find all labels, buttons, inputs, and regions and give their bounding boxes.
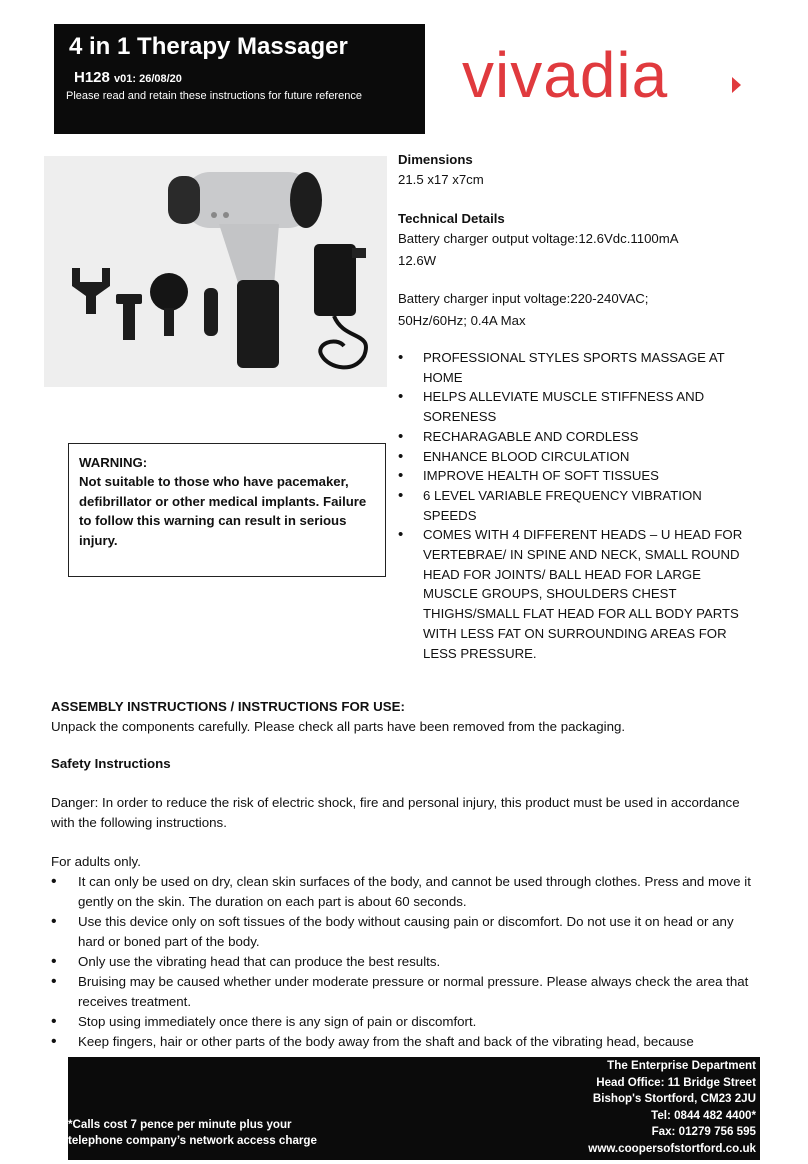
fax: Fax: 01279 756 595	[651, 1125, 756, 1138]
safety-heading: Safety Instructions	[51, 756, 171, 771]
assembly-heading: ASSEMBLY INSTRUCTIONS / INSTRUCTIONS FOR USE:	[51, 699, 405, 714]
flat-head	[204, 288, 218, 336]
dept-name: The Enterprise Department	[607, 1059, 756, 1072]
warning-box	[68, 443, 386, 577]
list-item: • PROFESSIONAL STYLES SPORTS MASSAGE AT HOME	[398, 348, 758, 387]
charger	[314, 244, 356, 316]
massager-nozzle	[168, 176, 200, 224]
list-item: • Use this device only on soft tissues of the body without causing pain or discomfort. Do not use it on head or any hard or boned part of the body.	[51, 912, 761, 952]
danger-text: Danger: In order to reduce the risk of electric shock, fire and personal injury, this product must be used in accordance with the following instructions.	[51, 795, 740, 830]
safety-list	[51, 872, 761, 1052]
warning-text: Not suitable to those who have pacemaker, defibrillator or other medical implants. Failure to follow this warning can result in serious injury.	[79, 474, 367, 548]
massager-neck	[219, 224, 279, 286]
website-link[interactable]: www.coopersofstortford.co.uk	[588, 1141, 756, 1155]
massager-rear-cap	[290, 172, 322, 228]
ball-head	[150, 273, 188, 311]
list-item: • Bruising may be caused whether under moderate pressure or normal pressure. Please always check the area that receives treatment.	[51, 972, 761, 1012]
list-item: • ENHANCE BLOOD CIRCULATION	[398, 447, 758, 467]
massager-handle	[237, 280, 279, 368]
list-item: • Only use the vibrating head that can produce the best results.	[51, 952, 761, 972]
contact-details	[588, 1058, 756, 1157]
warning-label: WARNING:	[79, 455, 148, 470]
technical-heading: Technical Details	[398, 211, 505, 226]
retain-notice: Please read and retain these instructions for future reference	[66, 90, 362, 102]
charger-cable	[320, 316, 366, 367]
title-block	[54, 24, 425, 134]
brand-logo-text: vivadia	[462, 45, 669, 111]
input-voltage-line2: 50Hz/60Hz; 0.4A Max	[398, 313, 526, 328]
list-item: • HELPS ALLEVIATE MUSCLE STIFFNESS AND SORENESS	[398, 387, 758, 426]
input-voltage-line1: Battery charger input voltage:220-240VAC;	[398, 291, 649, 306]
u-head-attachment	[72, 268, 110, 314]
brand-logo	[462, 45, 742, 113]
features-list	[398, 348, 758, 663]
model-line	[74, 69, 182, 86]
dimensions-heading: Dimensions	[398, 152, 473, 167]
logo-arrow-icon	[732, 77, 741, 93]
list-item: • 6 LEVEL VARIABLE FREQUENCY VIBRATION SPEEDS	[398, 486, 758, 525]
telephone: Tel: 0844 482 4400*	[651, 1108, 756, 1122]
output-voltage-line1: Battery charger output voltage:12.6Vdc.1100mA	[398, 231, 679, 246]
model-number: H128	[74, 69, 110, 86]
list-item: • RECHARAGABLE AND CORDLESS	[398, 427, 758, 447]
list-item: • It can only be used on dry, clean skin surfaces of the body, and cannot be used through clothes. Press and move it gently on the skin. The duration on each part is about 60 seconds.	[51, 872, 761, 912]
output-voltage-line2: 12.6W	[398, 253, 437, 268]
town-postcode: Bishop's Stortford, CM23 2JU	[592, 1092, 756, 1105]
list-item: • IMPROVE HEALTH OF SOFT TISSUES	[398, 466, 758, 486]
list-item: • COMES WITH 4 DIFFERENT HEADS – U HEAD FOR VERTEBRAE/ IN SPINE AND NECK, SMALL ROUND HEAD FOR JOINTS/ BALL HEAD FOR LARGE MUSCLE GROUPS, SHOULDERS CHEST THIGHS/SMALL FLAT HEAD FOR ALL BODY PARTS WITH LESS FAT ON SURROUNDING AREAS FOR LESS PRESSURE.	[398, 525, 758, 663]
product-title: 4 in 1 Therapy Massager	[69, 33, 348, 60]
list-item: • Keep fingers, hair or other parts of the body away from the shaft and back of the vibrating head, because	[51, 1032, 761, 1052]
list-item: • Stop using immediately once there is any sign of pain or discomfort.	[51, 1012, 761, 1032]
adults-only-text: For adults only.	[51, 854, 141, 869]
footer-contact-bar	[68, 1057, 760, 1160]
dimensions-value: 21.5 x17 x7cm	[398, 172, 484, 187]
call-cost-note: *Calls cost 7 pence per minute plus your telephone company’s network access charge	[68, 1118, 317, 1147]
version-date: v01: 26/08/20	[114, 73, 182, 85]
assembly-text: Unpack the components carefully. Please check all parts have been removed from the packaging.	[51, 719, 626, 734]
product-photo	[44, 156, 387, 387]
head-office: Head Office: 11 Bridge Street	[596, 1075, 756, 1089]
